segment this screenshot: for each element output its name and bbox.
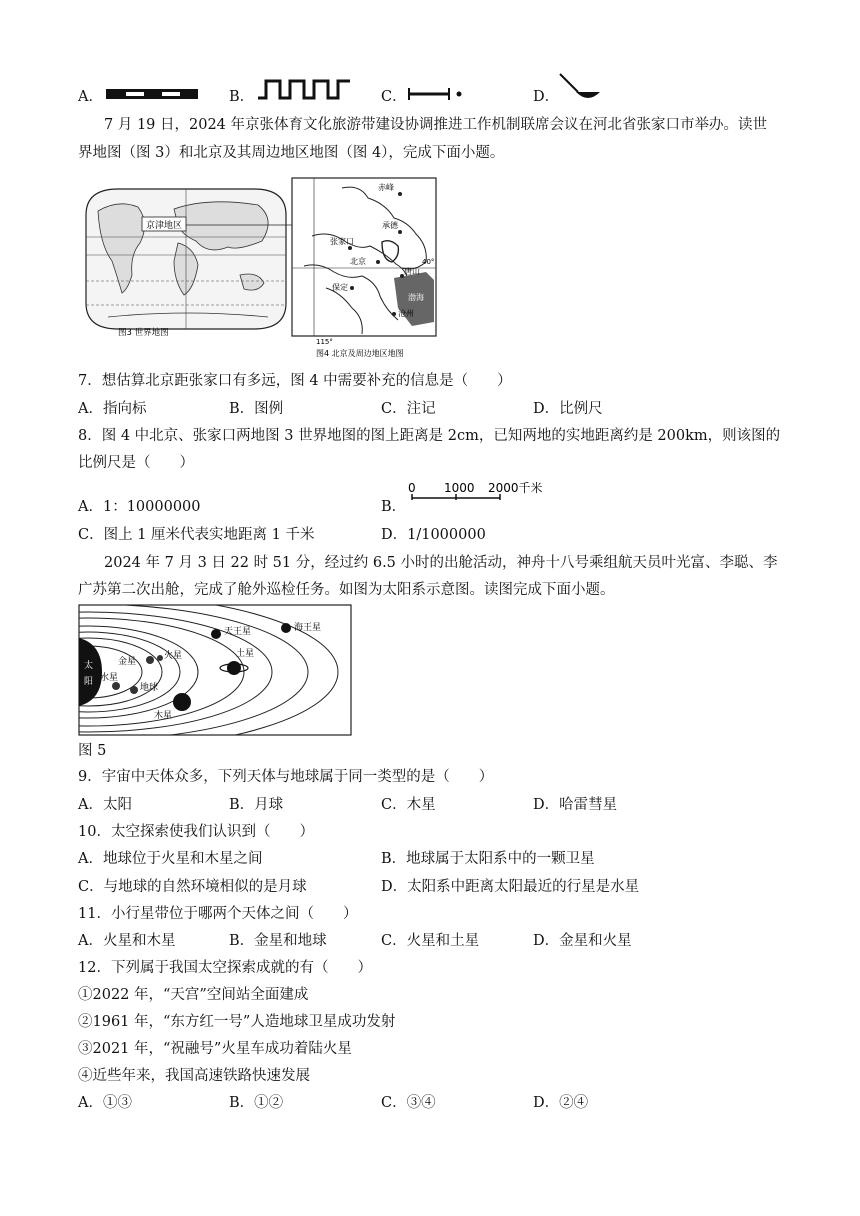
sun-label-1: 太 bbox=[84, 661, 94, 671]
latitude-40-label: 40° bbox=[422, 258, 435, 266]
q10-option-a: A．地球位于火星和木星之间 bbox=[78, 851, 263, 867]
q11-option-b: B．金星和地球 bbox=[229, 933, 327, 949]
place-tangshan: 唐山 bbox=[404, 267, 420, 276]
place-zhangjiakou: 张家口 bbox=[330, 237, 354, 246]
place-chengde: 承德 bbox=[382, 221, 398, 230]
q12-statement-1: ①2022 年，“天宫”空间站全面建成 bbox=[78, 987, 309, 1003]
q10-option-d: D．太阳系中距离太阳最近的行星是水星 bbox=[381, 879, 640, 895]
place-bohai: 渤海 bbox=[408, 293, 424, 302]
q8-stem-line-1: 8．图 4 中北京、张家口两地图 3 世界地图的图上距离是 2cm，已知两地的实地距离约是 200km，则该图的 bbox=[78, 428, 781, 444]
q9-option-c: C．木星 bbox=[381, 797, 436, 813]
q7-option-c: C．注记 bbox=[381, 401, 436, 417]
planet-jupiter-label: 木星 bbox=[154, 711, 173, 721]
planet-venus-label: 金星 bbox=[118, 657, 137, 667]
intro-paragraph-2-line-1: 2024 年 7 月 3 日 22 时 51 分，经过约 6.5 小时的出舱活动，神舟十八号乘组航天员叶光富、李聪、李 bbox=[104, 555, 778, 571]
wall-symbol bbox=[256, 78, 352, 102]
boundary-symbol bbox=[405, 84, 465, 104]
planet-uranus-label: 天王星 bbox=[224, 627, 252, 637]
place-beijing: 北京 bbox=[350, 257, 366, 266]
q7-option-b: B．图例 bbox=[229, 401, 284, 417]
q9-stem: 9．宇宙中天体众多，下列天体与地球属于同一类型的是（ ） bbox=[78, 769, 494, 785]
q10-option-b: B．地球属于太阳系中的一颗卫星 bbox=[381, 851, 595, 867]
q12-option-b: B．①② bbox=[229, 1095, 284, 1111]
intro-paragraph-1-line-2: 界地图（图 3）和北京及其周边地区地图（图 4），完成下面小题。 bbox=[78, 145, 505, 161]
figure-4-beijing-map bbox=[290, 176, 440, 360]
q6-option-b: B． bbox=[229, 89, 255, 105]
q9-option-a: A．太阳 bbox=[78, 797, 132, 813]
q11-option-d: D．金星和火星 bbox=[533, 933, 632, 949]
q9-option-d: D．哈雷彗星 bbox=[533, 797, 618, 813]
q6-option-a: A． bbox=[78, 89, 103, 105]
scale-label-2000: 2000千米 bbox=[488, 481, 543, 495]
q12-statement-2: ②1961 年，“东方红一号”人造地球卫星成功发射 bbox=[78, 1014, 396, 1030]
scale-label-0: 0 bbox=[408, 481, 416, 495]
q8-line-scale-bar bbox=[404, 480, 554, 506]
q7-option-d: D．比例尺 bbox=[533, 401, 603, 417]
place-chifeng: 赤峰 bbox=[378, 183, 394, 192]
fig3-region-label: 京津地区 bbox=[145, 221, 183, 231]
planet-earth-label: 地球 bbox=[140, 683, 159, 693]
planet-mercury-label: 水星 bbox=[100, 673, 119, 683]
intro-paragraph-1-line-1: 7 月 19 日，2024 年京张体育文化旅游带建设协调推进工作机制联席会议在河北省张家口市举办。读世 bbox=[104, 117, 768, 133]
figure-3-world-map bbox=[78, 185, 294, 339]
q12-stem: 12．下列属于我国太空探索成就的有（ ） bbox=[78, 960, 372, 976]
q10-stem: 10．太空探索使我们认识到（ ） bbox=[78, 824, 314, 840]
planet-saturn-label: 土星 bbox=[236, 649, 255, 659]
figure-5-solar-system bbox=[78, 604, 352, 736]
q12-statement-4: ④近些年来，我国高速铁路快速发展 bbox=[78, 1068, 310, 1084]
q8-stem-line-2: 比例尺是（ ） bbox=[78, 455, 194, 471]
q11-stem: 11．小行星带位于哪两个天体之间（ ） bbox=[78, 906, 358, 922]
q8-option-d: D．1/1000000 bbox=[381, 527, 486, 543]
railway-symbol bbox=[104, 86, 200, 102]
place-cangzhou: 沧州 bbox=[398, 309, 414, 318]
q12-statement-3: ③2021 年，“祝融号”火星车成功着陆火星 bbox=[78, 1041, 352, 1057]
q9-option-b: B．月球 bbox=[229, 797, 284, 813]
fig4-caption: 图4 北京及周边地区地图 bbox=[316, 349, 404, 358]
q10-option-c: C．与地球的自然环境相似的是月球 bbox=[78, 879, 307, 895]
q12-option-c: C．③④ bbox=[381, 1095, 436, 1111]
sun-label-2: 阳 bbox=[84, 677, 94, 687]
planet-neptune-label: 海王星 bbox=[294, 623, 322, 633]
q6-option-c: C． bbox=[381, 89, 407, 105]
q12-option-a: A．①③ bbox=[78, 1095, 132, 1111]
q6-option-d: D． bbox=[533, 89, 560, 105]
place-baoding: 保定 bbox=[332, 283, 348, 292]
q7-stem: 7．想估算北京距张家口有多远，图 4 中需要补充的信息是（ ） bbox=[78, 373, 512, 389]
q8-option-c: C．图上 1 厘米代表实地距离 1 千米 bbox=[78, 527, 315, 543]
intro-paragraph-2-line-2: 广苏第二次出舱，完成了舱外巡检任务。如图为太阳系示意图。读图完成下面小题。 bbox=[78, 582, 615, 598]
q7-option-a: A．指向标 bbox=[78, 401, 147, 417]
q8-option-b: B． bbox=[381, 499, 407, 515]
longitude-115-label: 115° bbox=[316, 338, 333, 346]
planet-mars-label: 火星 bbox=[164, 651, 183, 661]
q11-option-a: A．火星和木星 bbox=[78, 933, 176, 949]
q8-option-a: A．1：10000000 bbox=[78, 499, 201, 515]
fig3-caption: 图3 世界地图 bbox=[118, 328, 169, 338]
cave-symbol bbox=[556, 70, 606, 106]
fig5-caption: 图 5 bbox=[78, 743, 107, 759]
q12-option-d: D．②④ bbox=[533, 1095, 589, 1111]
scale-label-1000: 1000 bbox=[444, 481, 475, 495]
q11-option-c: C．火星和土星 bbox=[381, 933, 480, 949]
